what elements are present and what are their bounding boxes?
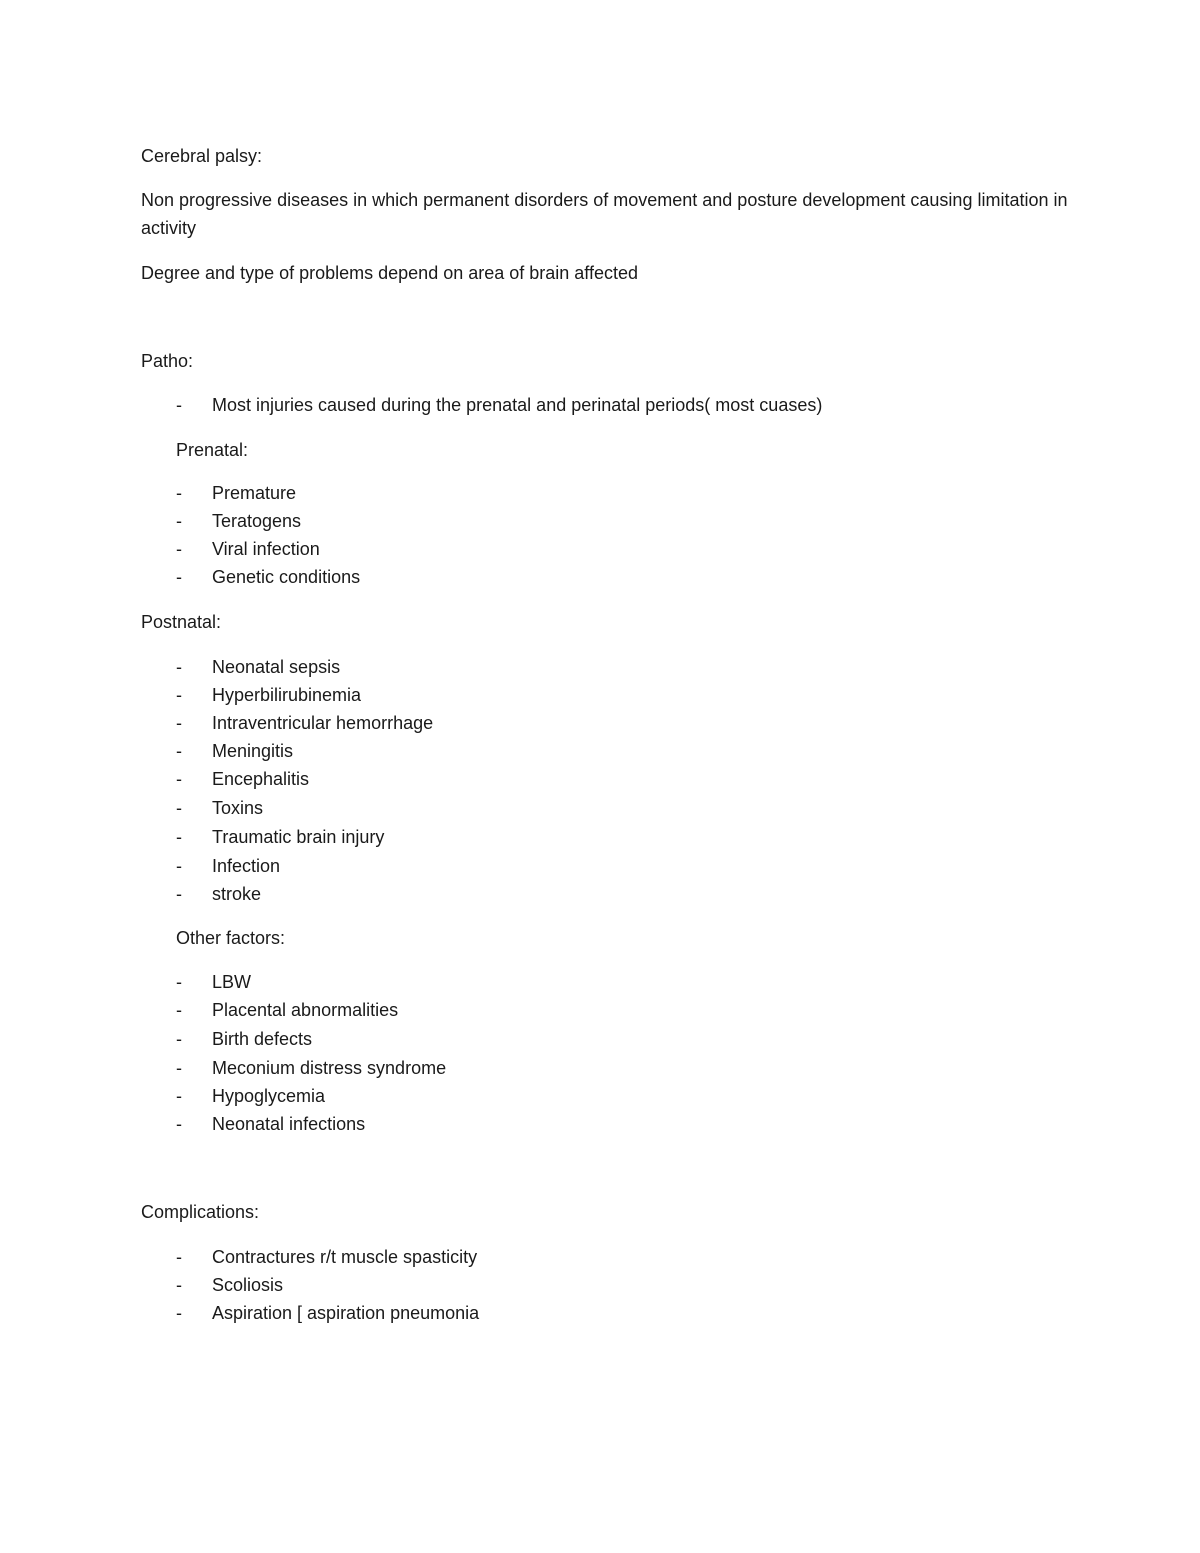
list-item-text: Neonatal sepsis	[212, 657, 341, 677]
bullet-dash: -	[176, 395, 182, 415]
list-item-text: Birth defects	[212, 1029, 313, 1049]
list-item-text: Hyperbilirubinemia	[212, 685, 362, 705]
bullet-dash: -	[176, 1000, 182, 1020]
list-item-text: Teratogens	[212, 511, 302, 531]
bullet-dash: -	[176, 685, 182, 705]
bullet-dash: -	[176, 1275, 182, 1295]
list-item-text: Contractures r/t muscle spasticity	[212, 1247, 478, 1267]
list-item-text: Scoliosis	[212, 1275, 284, 1295]
bullet-dash: -	[176, 798, 182, 818]
bullet-dash: -	[176, 741, 182, 761]
bullet-dash: -	[176, 884, 182, 904]
prenatal-heading: Prenatal:	[176, 440, 249, 460]
bullet-dash: -	[176, 1086, 182, 1106]
list-item-text: Aspiration [ aspiration pneumonia	[212, 1303, 480, 1323]
bullet-dash: -	[176, 1029, 182, 1049]
list-item-text: stroke	[212, 884, 262, 904]
list-item-text: Meconium distress syndrome	[212, 1058, 447, 1078]
definition-paragraph: Non progressive diseases in which permanent disorders of movement and posture development causing limitation in activity	[141, 190, 1068, 238]
list-item-text: Premature	[212, 483, 297, 503]
list-item-text: Placental abnormalities	[212, 1000, 399, 1020]
other-factors-heading: Other factors:	[176, 928, 286, 948]
bullet-dash: -	[176, 483, 182, 503]
list-item-text: Genetic conditions	[212, 567, 361, 587]
bullet-dash: -	[176, 657, 182, 677]
bullet-dash: -	[176, 1058, 182, 1078]
list-item-text: Meningitis	[212, 741, 294, 761]
list-item-text: Viral infection	[212, 539, 320, 559]
list-item-text: LBW	[212, 972, 252, 992]
degree-note: Degree and type of problems depend on area of brain affected	[141, 263, 639, 283]
complications-heading: Complications:	[141, 1202, 260, 1222]
list-item-text: Hypoglycemia	[212, 1086, 326, 1106]
bullet-dash: -	[176, 713, 182, 733]
bullet-dash: -	[176, 511, 182, 531]
postnatal-heading: Postnatal:	[141, 612, 222, 632]
list-item-text: Intraventricular hemorrhage	[212, 713, 434, 733]
bullet-dash: -	[176, 972, 182, 992]
bullet-dash: -	[176, 1247, 182, 1267]
bullet-dash: -	[176, 539, 182, 559]
list-item-text: Traumatic brain injury	[212, 827, 385, 847]
list-item-text: Infection	[212, 856, 281, 876]
list-item-text: Neonatal infections	[212, 1114, 366, 1134]
list-item-text: Encephalitis	[212, 769, 310, 789]
bullet-dash: -	[176, 1303, 182, 1323]
list-item-text: Most injuries caused during the prenatal and perinatal periods( most cuases)	[212, 395, 823, 415]
bullet-dash: -	[176, 1114, 182, 1134]
patho-heading: Patho:	[141, 351, 194, 371]
list-item-text: Toxins	[212, 798, 264, 818]
bullet-dash: -	[176, 856, 182, 876]
bullet-dash: -	[176, 827, 182, 847]
bullet-dash: -	[176, 769, 182, 789]
document-title: Cerebral palsy:	[141, 146, 263, 166]
bullet-dash: -	[176, 567, 182, 587]
